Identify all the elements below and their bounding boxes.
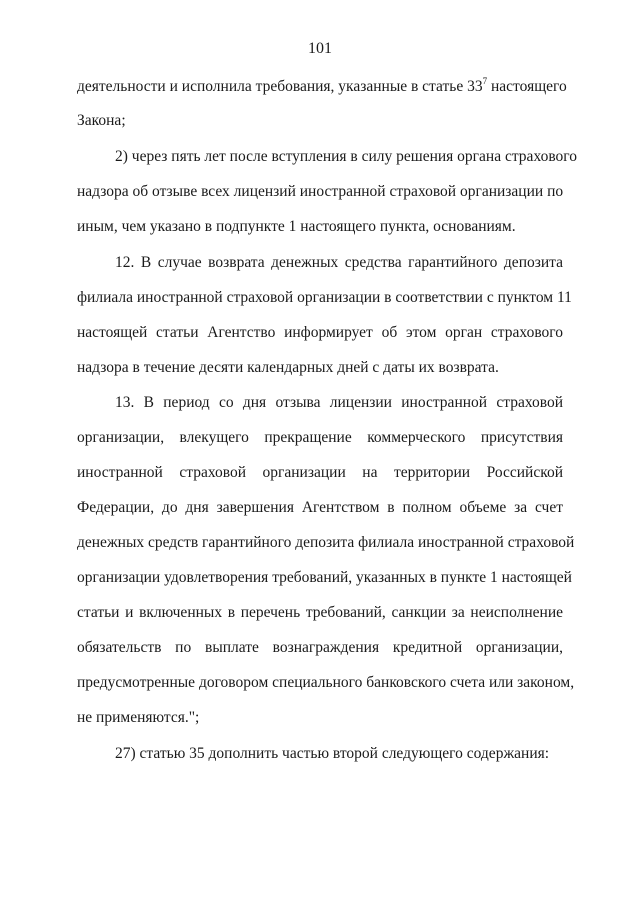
text-line: иностранной страховой организации на территории Российской — [77, 464, 563, 481]
text-line: 27) статью 35 дополнить частью второй следующего содержания: — [115, 745, 550, 762]
text-line: предусмотренные договором специального банковского счета или законом, — [77, 674, 575, 691]
text-line: иным, чем указано в подпункте 1 настоящего пункта, основаниям. — [77, 218, 516, 235]
text-line: Федерации, до дня завершения Агентством в полном объеме за счет — [77, 499, 563, 516]
text-line: 2) через пять лет после вступления в силу решения органа страхового — [115, 148, 578, 165]
text-line: не применяются."; — [77, 709, 200, 726]
text-line: 12. В случае возврата денежных средства гарантийного депозита — [115, 254, 563, 271]
text-line: статьи и включенных в перечень требований, санкции за неисполнение — [77, 604, 563, 621]
superscript: 7 — [482, 76, 488, 86]
text-line: надзора об отзыве всех лицензий иностранной страховой организации по — [77, 183, 564, 200]
page-number: 101 — [308, 40, 332, 57]
text-line: обязательств по выплате вознаграждения кредитной организации, — [77, 639, 563, 656]
text-line: 13. В период со дня отзыва лицензии иностранной страховой — [115, 394, 563, 411]
text-line: организации удовлетворения требований, указанных в пункте 1 настоящей — [77, 569, 572, 586]
text-line: организации, влекущего прекращение коммерческого присутствия — [77, 429, 563, 446]
text-line: деятельности и исполнила требования, указанные в статье $33^7$ настоящего — [77, 76, 567, 95]
text-line: филиала иностранной страховой организации в соответствии с пунктом 11 — [77, 289, 572, 306]
text-line: денежных средств гарантийного депозита филиала иностранной страховой — [77, 534, 575, 551]
text-line: настоящей статьи Агентство информирует об этом орган страхового — [77, 324, 563, 341]
text-line: надзора в течение десяти календарных дней с даты их возврата. — [77, 359, 499, 376]
text-line: Закона; — [77, 112, 126, 129]
